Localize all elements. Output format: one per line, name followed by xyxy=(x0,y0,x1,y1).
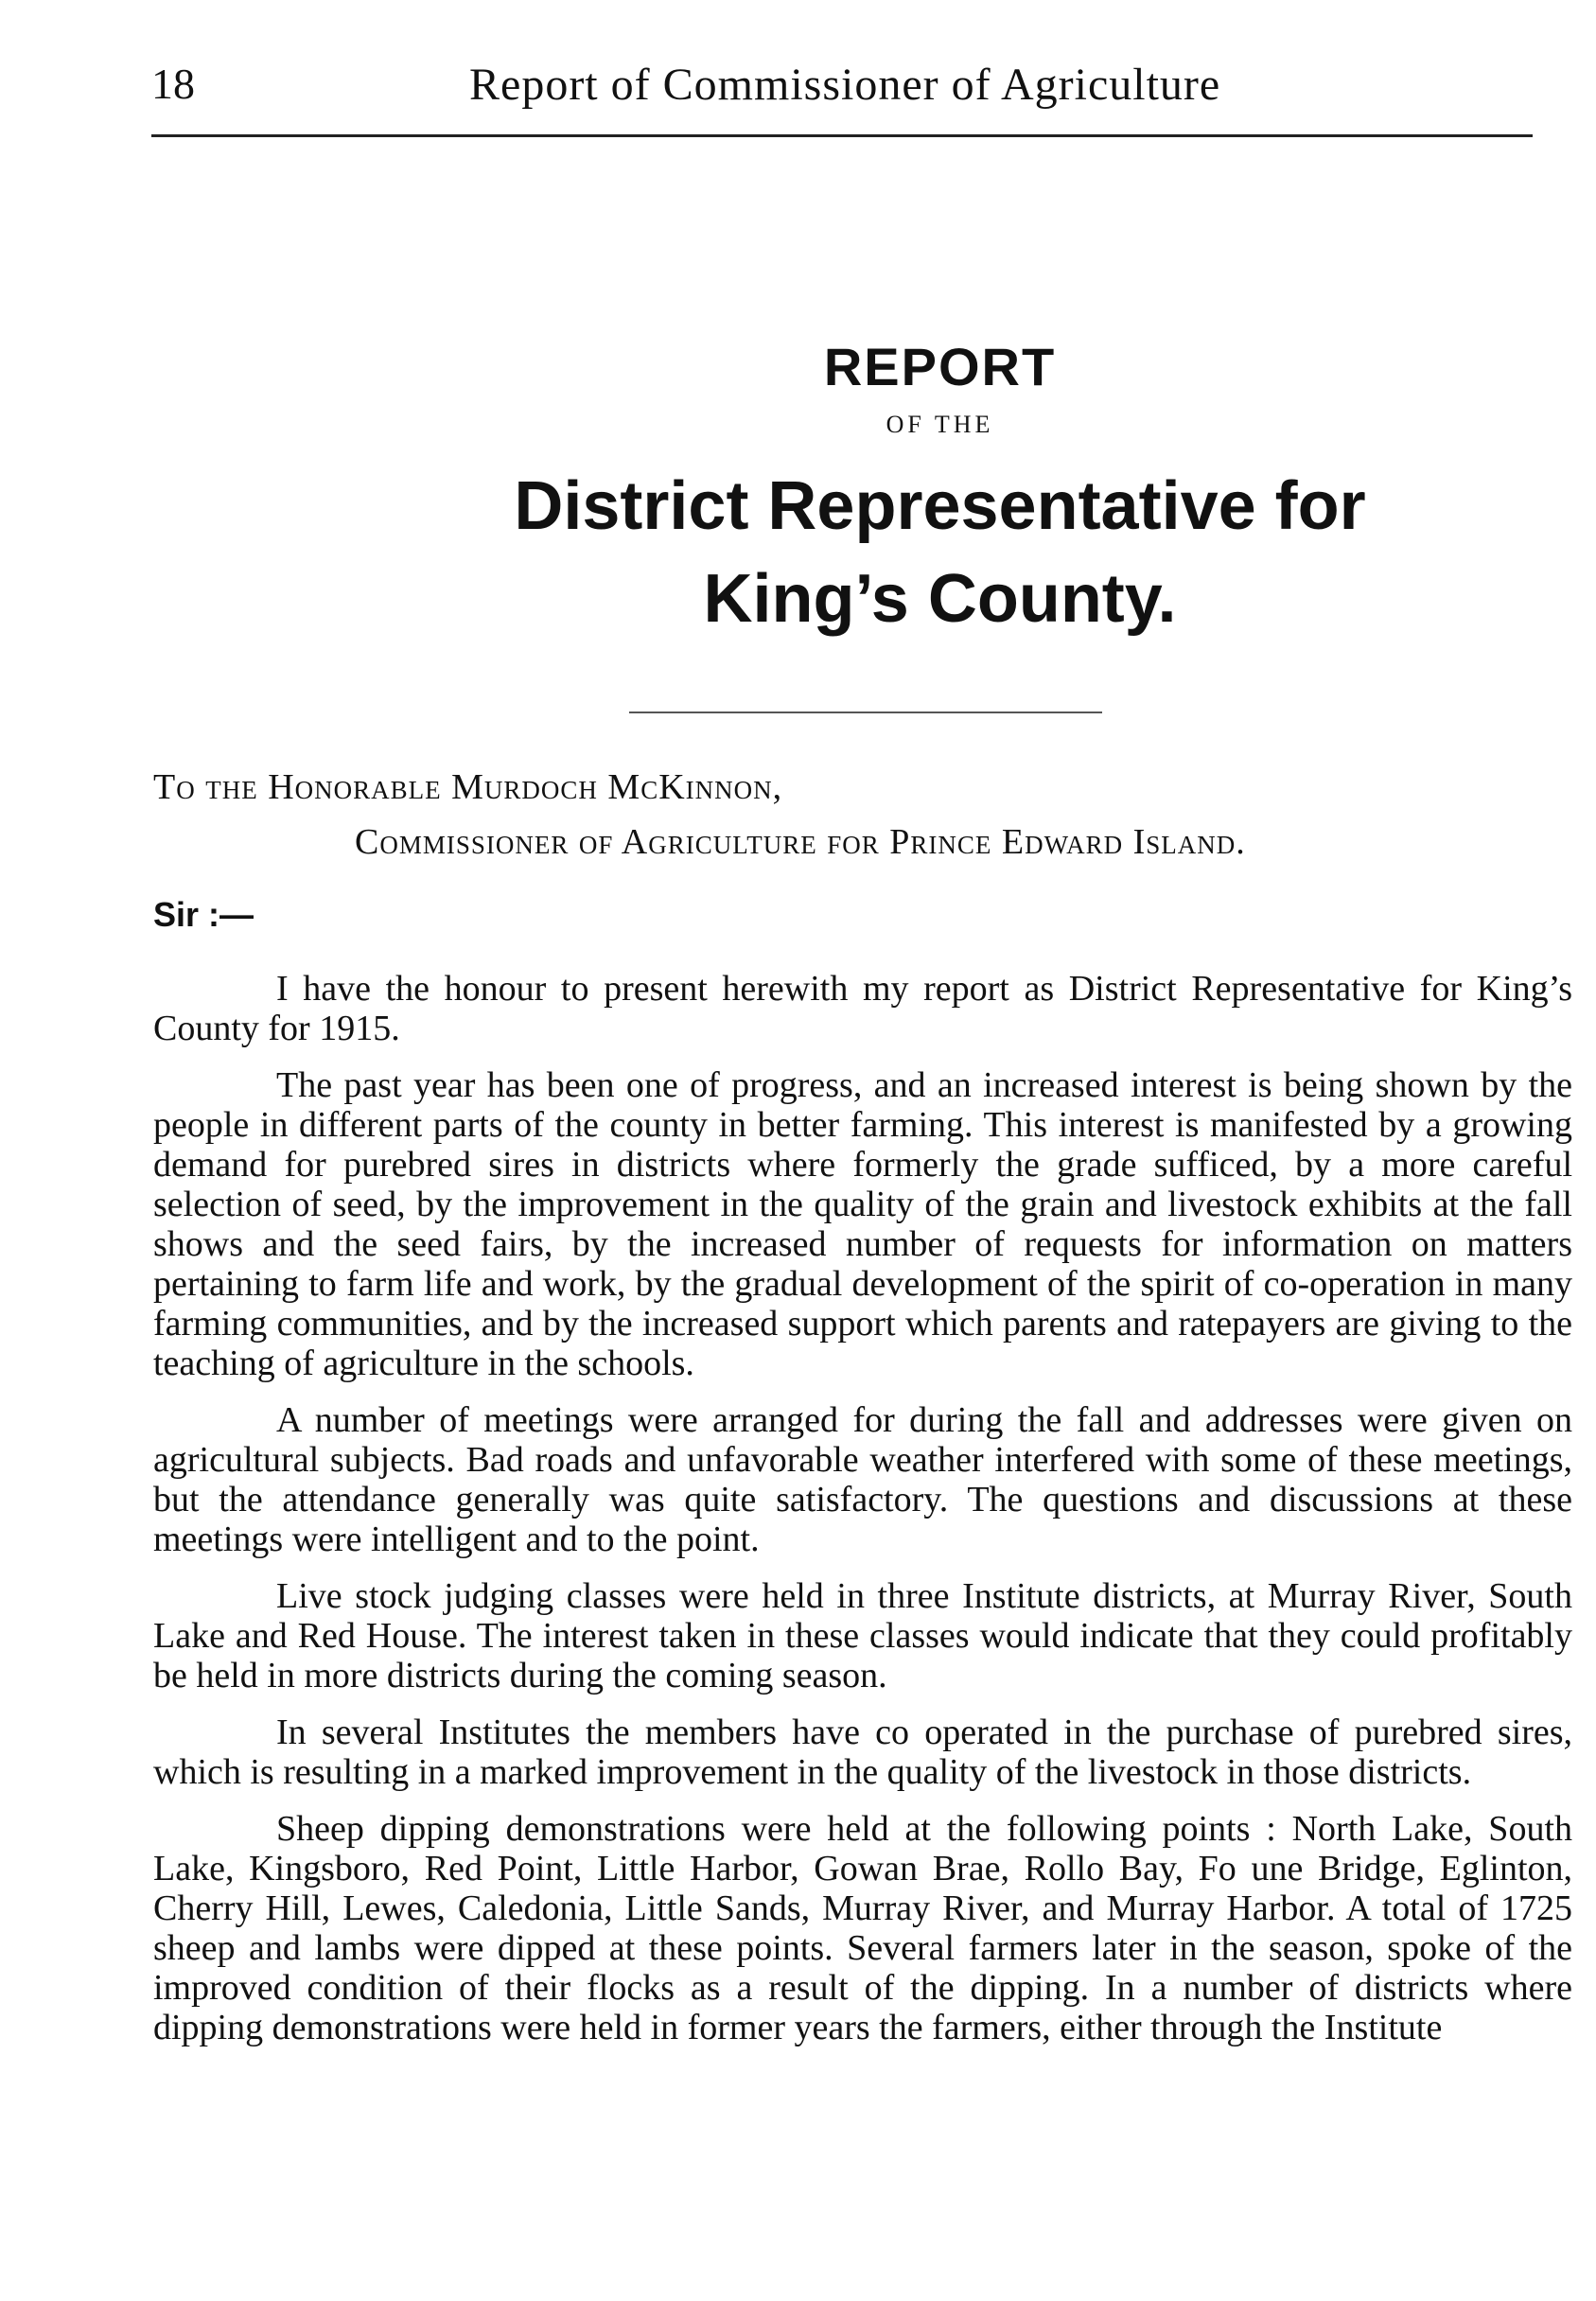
title-rule xyxy=(629,711,1102,713)
page-number: 18 xyxy=(151,60,195,108)
of-the-subheading: OF THE xyxy=(886,411,994,438)
report-heading: REPORT xyxy=(823,337,1057,396)
report-body xyxy=(153,969,1572,2064)
paragraph: In several Institutes the members have co operated in the purchase of purebred sires, which is resulting in a marked improvement in the quality of the livestock in those districts. xyxy=(153,1713,1572,1792)
paragraph: Sheep dipping demonstrations were held at the following points : North Lake, South Lake, Kingsboro, Red Point, Little Harbor, Gowan Brae, Rollo Bay, Fo une Bridge, Eglinton, Cherry Hill, Lewes, Caledonia, Little Sands, Murray River, and Murray Harbor. A total of 1725 sheep and lambs were dipped at these points. Several farmers later in the season, spoke of the improved condition of their flocks as a result of the dipping. In a number of districts where dipping demonstrations were held in former years the farmers, either through the Institute xyxy=(153,1809,1572,2047)
paragraph: Live stock judging classes were held in three Institute districts, at Murray River, South Lake and Red House. The interest taken in these classes would indicate that they could profitably be held in more districts during the coming season. xyxy=(153,1576,1572,1695)
paragraph: I have the honour to present herewith my report as District Representative for King’s County for 1915. xyxy=(153,969,1572,1048)
header-rule xyxy=(151,134,1533,137)
running-head xyxy=(151,59,1558,125)
main-title-line-2: King’s County. xyxy=(703,561,1177,637)
running-title: Report of Commissioner of Agriculture xyxy=(469,60,1221,110)
paragraph: A number of meetings were arranged for during the fall and addresses were given on agricultural subjects. Bad roads and unfavorable weather interfered with some of these meetings, but the attendance generally was quite satisfactory. The questions and discussions at these meetings were intelligent and to the point. xyxy=(153,1400,1572,1559)
paragraph: The past year has been one of progress, and an increased interest is being shown by the people in different parts of the county in better farming. This interest is manifested by a growing demand for purebred sires in districts where formerly the grade sufficed, by a more careful selection of seed, by the improvement in the quality of the grain and livestock exhibits at the fall shows and the seed fairs, by the increased number of requests for information on matters pertaining to farm life and work, by the gradual development of the spirit of co-operation in many farming communities, and by the increased support which parents and ratepayers are giving to the teaching of agriculture in the schools. xyxy=(153,1065,1572,1383)
address-line-2: Commissioner of Agriculture for Prince Edward Island. xyxy=(355,822,1246,862)
main-title-line-1: District Representative for xyxy=(514,468,1366,544)
title-block xyxy=(0,336,1596,645)
address-line-1: To the Honorable Murdoch McKinnon, xyxy=(153,767,783,807)
main-title xyxy=(284,460,1596,645)
salutation: Sir :— xyxy=(153,895,254,934)
